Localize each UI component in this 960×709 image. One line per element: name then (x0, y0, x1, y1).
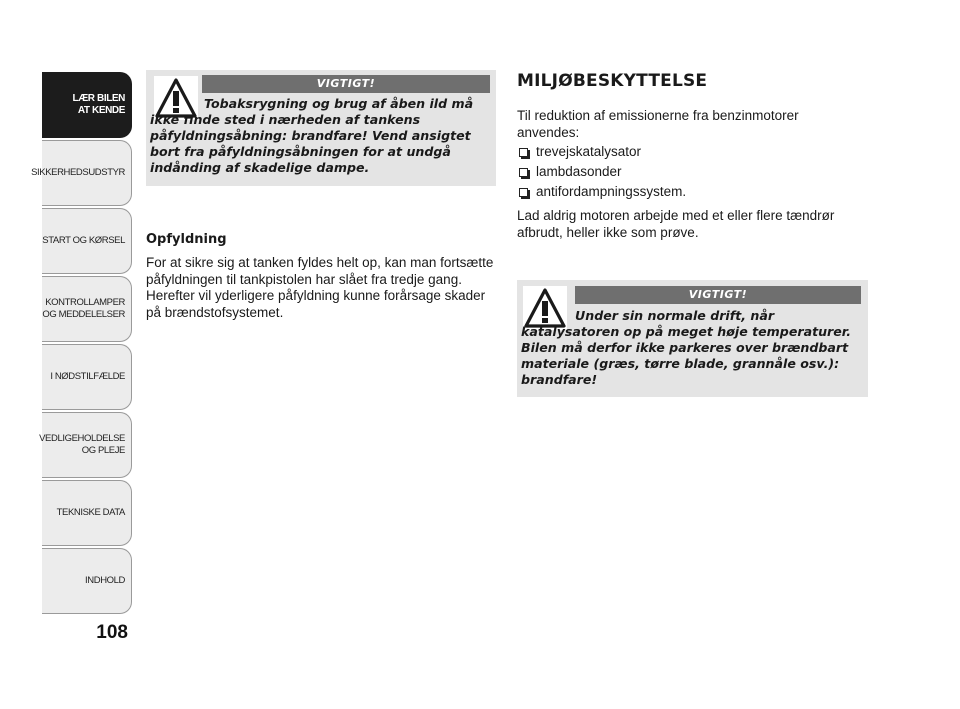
section-title-opfyldning: Opfyldning (146, 232, 227, 247)
emission-list (519, 142, 686, 202)
warning-text: Under sin normale drift, når katalysatoren op på meget høje temperaturer. Bilen må derfor ikke parkeres over brændbart materiale (græs, tørre blade, grannåle osv.): brandfare! (521, 308, 852, 387)
warning-text: Tobaksrygning og brug af åben ild må ikke finde sted i nærheden af tankens påfyldningsåbning: brandfare! Vend ansigtet bort fra påfyldningsåbningen for at undgå indånding af skadelige dampe. (150, 96, 474, 175)
paragraph-opfyldning: For at sikre sig at tanken fyldes helt op, kan man fortsætte påfyldningen til tankpistolen har slået fra tredje gang. Herefter vil yderligere påfyldning kunne forårsage skader på brændstofsystemet. (146, 255, 494, 320)
checkbox-bullet-icon (519, 168, 528, 177)
checkbox-bullet-icon (519, 148, 528, 157)
checkbox-bullet-icon (519, 188, 528, 197)
tab-tekniske-data[interactable]: TEKNISKE DATA (42, 480, 132, 546)
warning-banner: VIGTIGT! (575, 286, 861, 304)
list-item: lambdasonder (519, 162, 686, 182)
page-number: 108 (96, 622, 128, 643)
list-item: trevejskatalysator (519, 142, 686, 162)
intro-text: Til reduktion af emissionerne fra benzinmotorer anvendes: (517, 108, 799, 140)
tab-laer-bilen-at-kende[interactable]: LÆR BILEN AT KENDE (42, 72, 132, 138)
tab-i-nodstilfaelde[interactable]: I NØDSTILFÆLDE (42, 344, 132, 410)
tab-kontrollamper[interactable]: KONTROLLAMPER OG MEDDELELSER (42, 276, 132, 342)
list-item: antifordampningssystem. (519, 182, 686, 202)
tab-vedligeholdelse[interactable]: VEDLIGEHOLDELSE OG PLEJE (42, 412, 132, 478)
paragraph-taendror: Lad aldrig motoren arbejde med et eller flere tændrør afbrudt, heller ikke som prøve. (517, 208, 835, 240)
tab-sikkerhedsudstyr[interactable]: SIKKERHEDSUDSTYR (42, 140, 132, 206)
warning-banner: VIGTIGT! (202, 75, 490, 93)
tab-indhold[interactable]: INDHOLD (42, 548, 132, 614)
warning-box-katalysator (517, 280, 868, 397)
page-title: MILJØBESKYTTELSE (517, 71, 708, 91)
warning-box-fuel (146, 70, 496, 186)
tab-start-og-korsel[interactable]: START OG KØRSEL (42, 208, 132, 274)
